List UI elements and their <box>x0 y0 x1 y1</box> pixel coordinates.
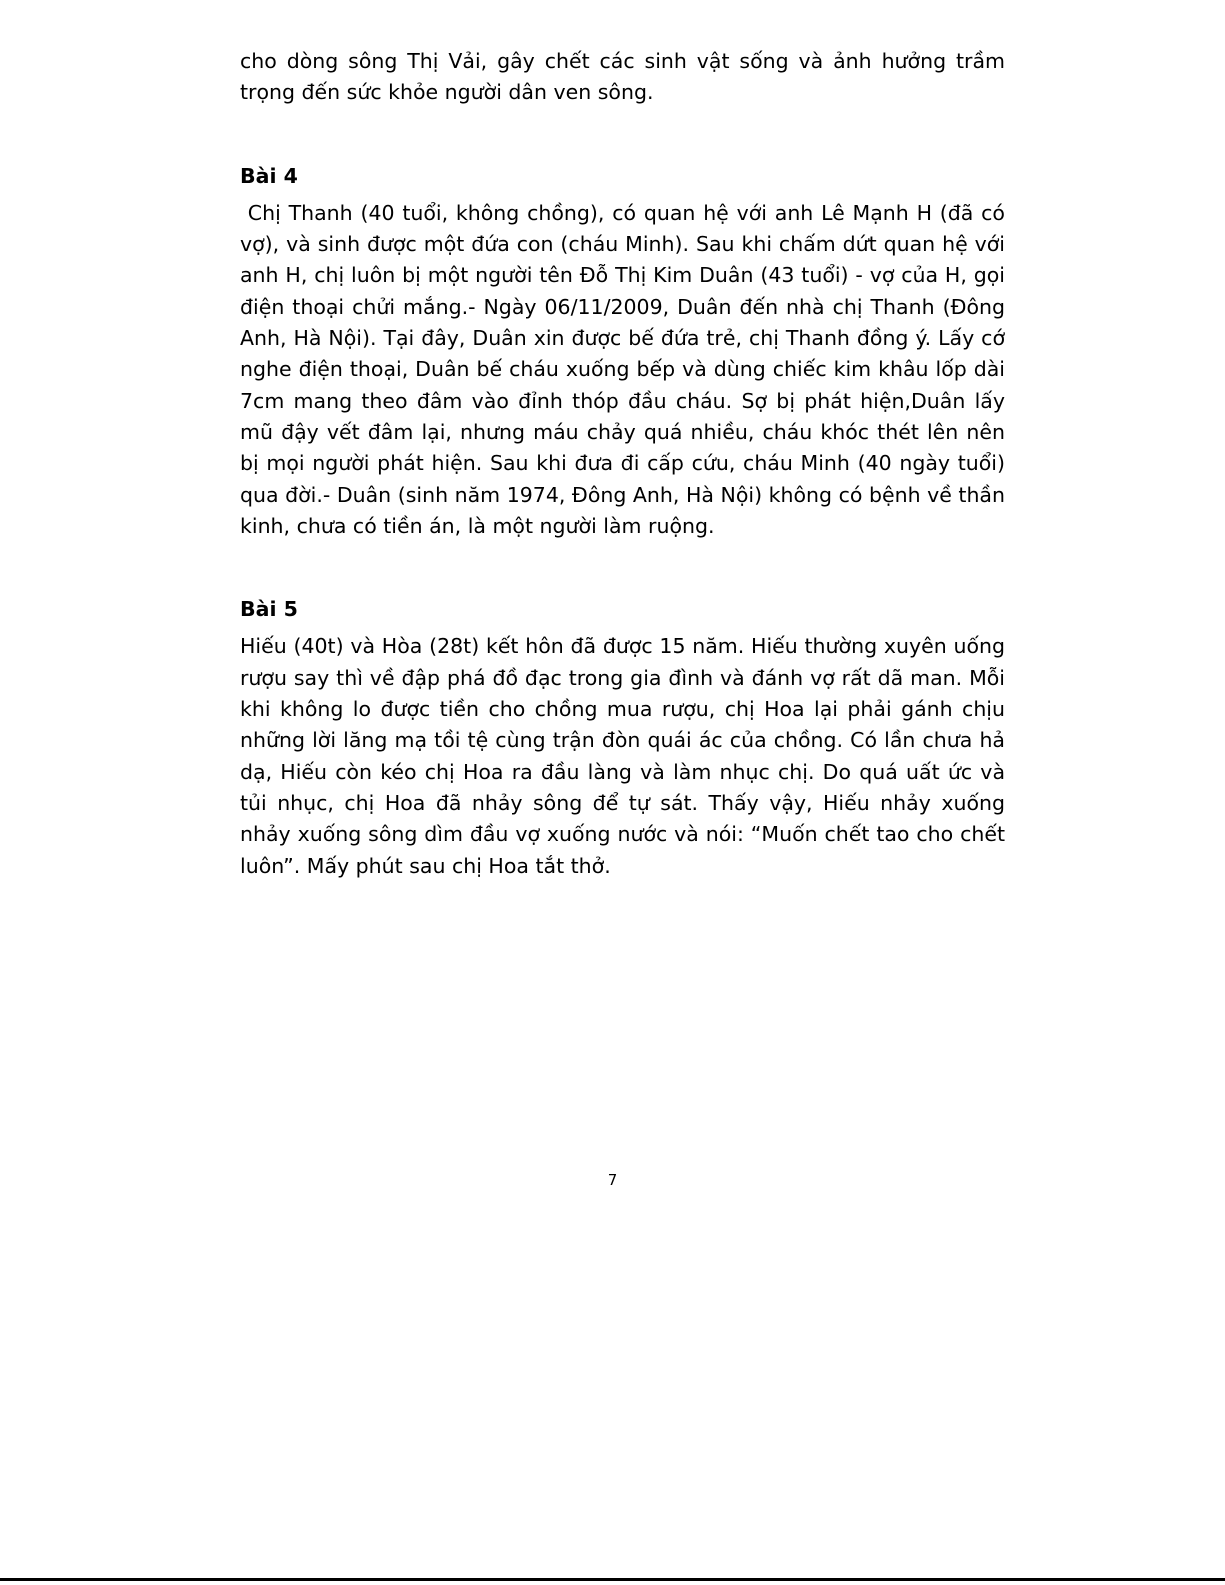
page-bottom-rule <box>0 1578 1225 1581</box>
page-content <box>240 46 1012 882</box>
page-number: 7 <box>607 1171 618 1189</box>
section-body-bai-4: Chị Thanh (40 tuổi, không chồng), có quan hệ với anh Lê Mạnh H (đã có vợ), và sinh được một đứa con (cháu Minh). Sau khi chấm dứt quan hệ với anh H, chị luôn bị một người tên Đỗ Thị Kim Duân (43 tuổi) - vợ của H, gọi điện thoại chửi mắng.- Ngày 06/11/2009, Duân đến nhà chị Thanh (Đông Anh, Hà Nội). Tại đây, Duân xin được bế đứa trẻ, chị Thanh đồng ý. Lấy cớ nghe điện thoại, Duân bế cháu xuống bếp và dùng chiếc kim khâu lốp dài 7cm mang theo đâm vào đỉnh thóp đầu cháu. Sợ bị phát hiện,Duân lấy mũ đậy vết đâm lại, nhưng máu chảy quá nhiều, cháu khóc thét lên nên bị mọi người phát hiện. Sau khi đưa đi cấp cứu, cháu Minh (40 ngày tuổi) qua đời.- Duân (sinh năm 1974, Đông Anh, Hà Nội) không có bệnh về thần kinh, chưa có tiền án, là một người làm ruộng. <box>240 200 1012 538</box>
section-heading-bai-4: Bài 4 <box>240 163 298 188</box>
section-body-bai-5: Hiếu (40t) và Hòa (28t) kết hôn đã được 15 năm. Hiếu thường xuyên uống rượu say thì về đập phá đồ đạc trong gia đình và đánh vợ rất dã man. Mỗi khi không lo được tiền cho chồng mua rượu, chị Hoa lại phải gánh chịu những lời lăng mạ tồi tệ cùng trận đòn quái ác của chồng. Có lần chưa hả dạ, Hiếu còn kéo chị Hoa ra đầu làng và làm nhục chị. Do quá uất ức và tủi nhục, chị Hoa đã nhảy sông để tự sát. Thấy vậy, Hiếu nhảy xuống nhảy xuống sông dìm đầu vợ xuống nước và nói: “Muốn chết tao cho chết luôn”. Mấy phút sau chị Hoa tắt thở. <box>240 634 1005 878</box>
intro-paragraph: cho dòng sông Thị Vải, gây chết các sinh vật sống và ảnh hưởng trầm trọng đến sức khỏe người dân ven sông. <box>240 49 1005 105</box>
section-heading-bai-5: Bài 5 <box>240 597 298 622</box>
